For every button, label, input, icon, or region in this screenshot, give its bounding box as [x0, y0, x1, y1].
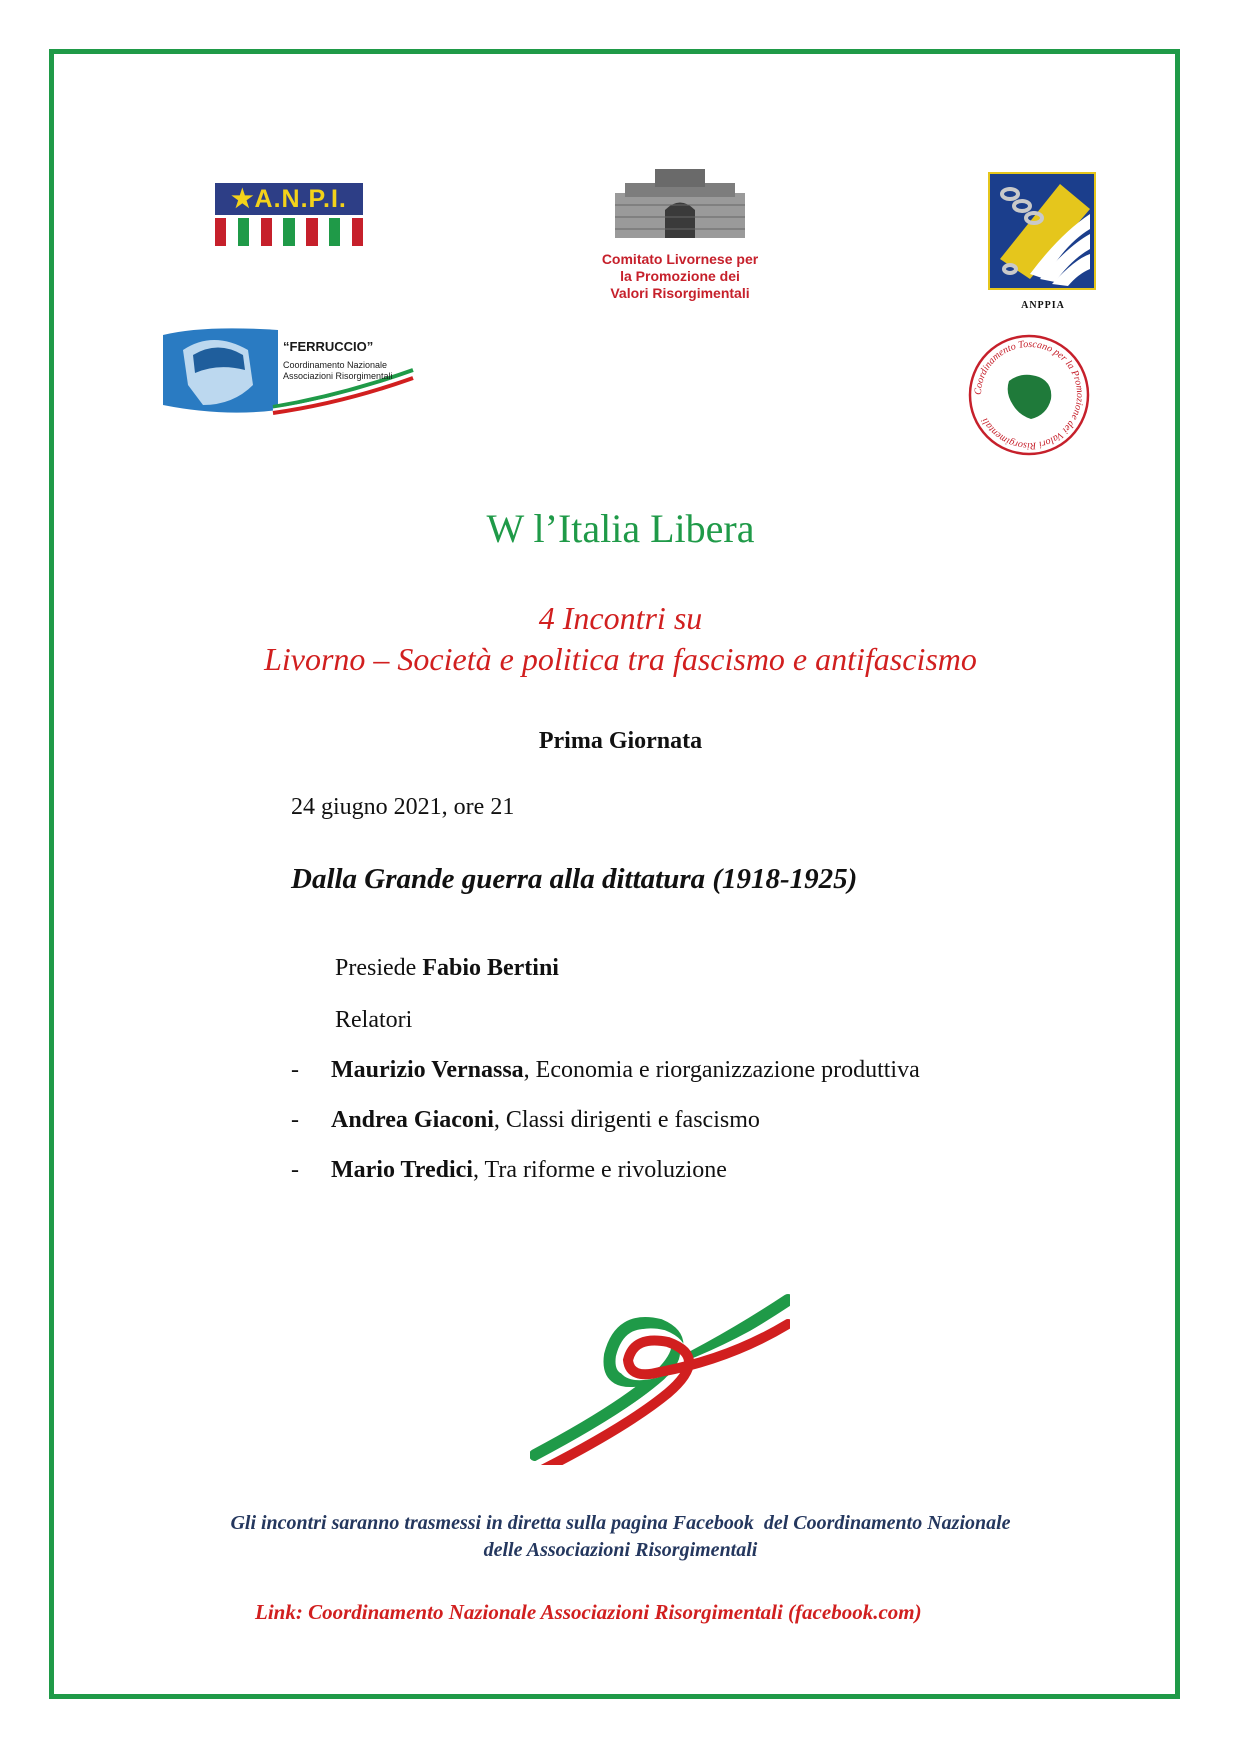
page-title: W l’Italia Libera	[486, 506, 755, 551]
note-line-1: Gli incontri saranno trasmessi in diretta sulla pagina Facebook del Coordinamento Nazionale	[230, 1512, 1011, 1534]
toscano-logo-text: Coordinamento Toscano per la Promozione dei Valori Risorgimentali	[972, 338, 1086, 452]
list-dash: -	[291, 1057, 299, 1083]
ferruccio-line-1: Coordinamento Nazionale	[283, 360, 388, 370]
coordinamento-toscano-logo	[967, 333, 1091, 457]
note-line-2: delle Associazioni Risorgimentali	[483, 1539, 758, 1561]
anpi-logo	[215, 183, 363, 246]
list-item	[291, 1057, 920, 1084]
broadcast-note	[0, 1510, 1241, 1564]
speakers-label: Relatori	[335, 1007, 413, 1033]
tricolor-ribbon-image	[530, 1260, 790, 1465]
anppia-label: ANPPIA	[1021, 300, 1065, 311]
ferruccio-line-2: Associazioni Risorgimentali	[283, 371, 393, 381]
anppia-logo	[988, 172, 1098, 317]
talk-title: Dalla Grande guerra alla dittatura (1918-1925)	[291, 863, 858, 895]
speaker-name: Andrea Giaconi	[331, 1107, 494, 1133]
chair-label: Presiede	[335, 955, 423, 981]
event-subtitle	[0, 598, 1241, 680]
chair-name: Fabio Bertini	[422, 955, 559, 981]
comitato-livornese-logo	[560, 165, 800, 300]
winged-chain-icon	[988, 172, 1096, 290]
subtitle-line-1: 4 Incontri su	[538, 600, 703, 636]
list-dash: -	[291, 1107, 299, 1133]
day-heading: Prima Giornata	[538, 728, 703, 754]
ferruccio-logo	[163, 325, 423, 415]
speaker-topic: , Economia e riorganizzazione produttiva	[523, 1057, 920, 1083]
comitato-line-1: Comitato Livornese per	[601, 251, 759, 267]
fortress-gate-icon	[615, 165, 745, 240]
event-date: 24 giugno 2021, ore 21	[291, 794, 515, 820]
list-item	[291, 1157, 727, 1184]
ferruccio-title: “FERRUCCIO”	[283, 339, 374, 354]
speaker-name: Maurizio Vernassa	[331, 1057, 524, 1083]
list-dash: -	[291, 1157, 299, 1183]
list-item	[291, 1107, 760, 1134]
speaker-topic: , Tra riforme e rivoluzione	[472, 1157, 727, 1183]
facebook-link[interactable]: Link: Coordinamento Nazionale Associazioni Risorgimentali (facebook.com)	[255, 1600, 922, 1624]
chair-line	[335, 955, 559, 982]
speaker-name: Mario Tredici	[331, 1157, 473, 1183]
subtitle-line-2: Livorno – Società e politica tra fascismo e antifascismo	[264, 641, 977, 677]
comitato-line-3: Valori Risorgimentali	[610, 285, 750, 301]
comitato-line-2: la Promozione dei	[620, 268, 740, 284]
speaker-topic: , Classi dirigenti e fascismo	[493, 1107, 760, 1133]
anpi-logo-text: ★A.N.P.I.	[215, 183, 363, 215]
anpi-ribbon	[215, 218, 363, 246]
